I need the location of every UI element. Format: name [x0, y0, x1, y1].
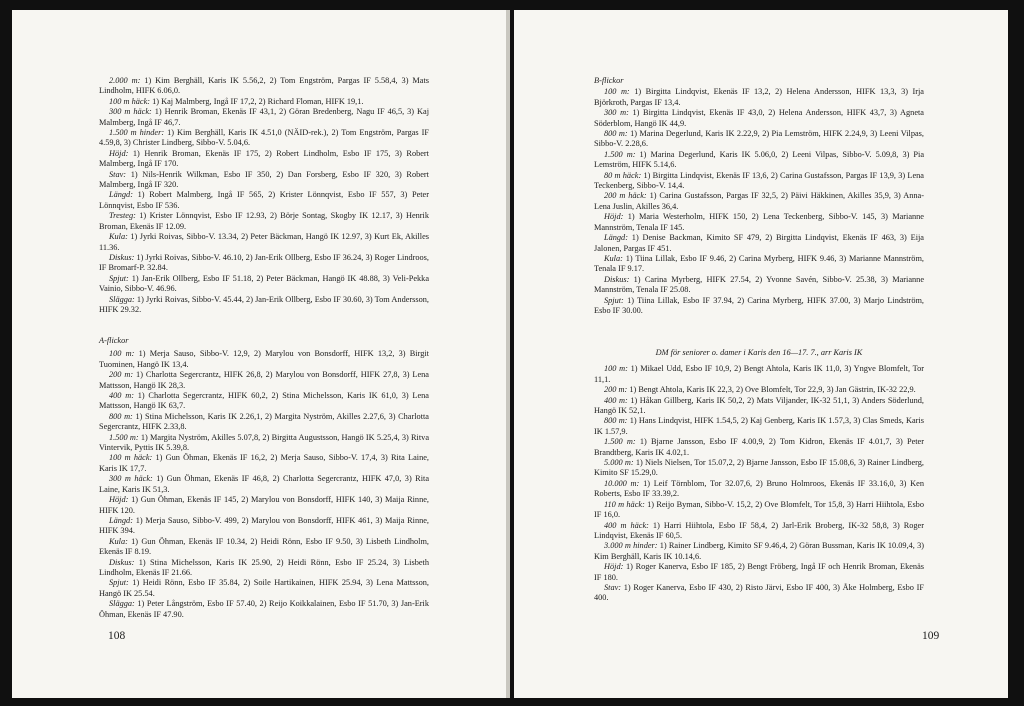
result-entry — [99, 128, 429, 149]
result-text: 1) Henrik Broman, Ekenäs IF 175, 2) Robert Lindholm, Esbo IF 175, 3) Robert Malmberg, Ingå IF 170. — [99, 148, 429, 169]
result-text: 1) Jyrki Roivas, Sibbo-V. 46.10, 2) Jan-Erik Ollberg, Esbo IF 36.24, 3) Roger Lindroos, IF Bromarf-P. 32.84. — [99, 252, 429, 273]
result-entry — [594, 500, 924, 521]
event-label: 800 m: — [604, 129, 628, 139]
result-entry — [99, 599, 429, 620]
result-entry — [99, 516, 429, 537]
event-label: Spjut: — [109, 578, 129, 588]
girls-b-heading: B-flickor — [594, 76, 624, 85]
event-label: Diskus: — [109, 557, 135, 567]
result-entry — [594, 191, 924, 212]
event-label: 100 m häck: — [109, 96, 151, 106]
page-number-right: 109 — [922, 630, 940, 642]
result-text: 1) Jyrki Roivas, Sibbo-V. 45.44, 2) Jan-Erik Ollberg, Esbo IF 30.60, 3) Tom Andersson, HIFK 29.32. — [99, 294, 429, 314]
result-entry — [99, 107, 429, 128]
result-entry — [594, 108, 924, 129]
result-text: 1) Niels Nielsen, Tor 15.07,2, 2) Bjarne Jansson, Esbo IF 15.08,6, 3) Rainer Lindberg, Kimito SF 15.29,0. — [594, 458, 925, 478]
event-label: Höjd: — [109, 148, 129, 158]
result-entry — [99, 190, 429, 211]
result-entry — [99, 97, 429, 107]
result-text: 1) Tiina Lillak, Esbo IF 37.94, 2) Carina Myrberg, HIFK 37.00, 3) Marjo Lindström, Esbo IF 30.00. — [594, 295, 924, 315]
event-label: 300 m häck: — [109, 474, 153, 484]
result-entry — [594, 416, 924, 437]
event-label: Slägga: — [109, 294, 135, 304]
event-label: Tresteg: — [109, 211, 136, 221]
result-text: 1) Merja Sauso, Sibbo-V. 12,9, 2) Marylou von Bonsdorff, HIFK 13,2, 3) Birgit Tuominen, Hangö IK 13,4. — [99, 349, 429, 369]
event-label: 100 m: — [604, 87, 630, 97]
result-entry — [99, 453, 429, 474]
result-entry — [594, 364, 924, 385]
event-label: Höjd: — [109, 495, 129, 505]
event-label: 800 m: — [604, 416, 628, 426]
result-text: 1) Robert Malmberg, Ingå IF 565, 2) Krister Lönnqvist, Esbo IF 557, 3) Peter Lönnqvist, Esbo IF 536. — [99, 190, 429, 210]
gutter — [506, 10, 510, 698]
left-page — [12, 10, 506, 698]
event-label: Längd: — [109, 515, 133, 525]
result-text: 1) Harri Hiihtola, Esbo IF 58,4, 2) Jarl-Erik Broberg, IK-32 58,8, 3) Roger Lindqvist, Ekenäs IF 60,5. — [594, 520, 925, 540]
event-label: 200 m häck: — [604, 191, 647, 201]
seniors-results — [594, 364, 924, 603]
result-entry — [99, 412, 429, 433]
result-entry — [99, 211, 429, 232]
result-text: 1) Stina Michelsson, Karis IK 2.26,1, 2) Margita Nyström, Akilles 2.27,6, 3) Charlotta Segercrantz, HIFK 2.33,8. — [99, 411, 429, 432]
event-label: Diskus: — [604, 274, 630, 284]
result-entry — [594, 541, 924, 562]
right-page — [514, 10, 1008, 698]
event-label: 3.000 m hinder: — [604, 541, 658, 551]
result-text: 1) Margita Nyström, Akilles 5.07,8, 2) Birgitta Augustsson, Hangö IK 5.25,4, 3) Ritva Vintervik, Pyttis IK 5.39,8. — [99, 432, 430, 453]
result-text: 1) Denise Backman, Kimito SF 479, 2) Birgitta Lindqvist, Ekenäs IF 463, 3) Eija Jalonen, Pargas IF 451. — [594, 233, 924, 253]
result-entry — [99, 537, 429, 558]
result-text: 1) Marina Degerlund, Karis IK 2.22,9, 2) Pia Lemström, HIFK 2.24,9, 3) Leeni Vilpas, Sibbo-V. 2.28,6. — [594, 129, 924, 149]
result-text: 1) Bengt Ahtola, Karis IK 22,3, 2) Ove Blomfelt, Tor 22,9, 3) Jan Gästrin, IK-32 22,9. — [627, 385, 916, 395]
event-label: 10.000 m: — [604, 478, 640, 488]
result-entry — [99, 253, 429, 274]
result-entry — [594, 87, 924, 108]
result-text: 1) Gun Öhman, Ekenäs IF 10.34, 2) Heidi Rönn, Esbo IF 9.50, 3) Lisbeth Lindholm, Ekenäs IF 8.19. — [99, 536, 429, 557]
result-entry — [99, 170, 429, 191]
event-label: Kula: — [109, 232, 128, 242]
result-entry — [99, 558, 429, 579]
result-text: 1) Jyrki Roivas, Sibbo-V. 13.34, 2) Peter Bäckman, Hangö IK 12.97, 3) Kurt Ek, Akilles 11.36. — [99, 232, 429, 252]
event-label: Spjut: — [109, 273, 129, 283]
result-text: 1) Kim Berghäll, Karis IK 5.56,2, 2) Tom Engström, Pargas IF 5.58,4, 3) Mats Lindholm, HIFK 6.06,0. — [99, 76, 429, 96]
event-label: Kula: — [109, 536, 128, 546]
result-entry — [594, 254, 924, 275]
result-text: 1) Kim Berghäll, Karis IK 4.51,0 (NÄID-rek.), 2) Tom Engström, Pargas IF 4.59,8, 3) Christer Lindberg, Sibbo-V. 5.04,6. — [99, 128, 430, 148]
result-entry — [594, 275, 924, 296]
event-label: 110 m häck: — [604, 499, 645, 509]
result-entry — [99, 433, 429, 454]
result-entry — [99, 370, 429, 391]
result-entry — [594, 171, 924, 192]
result-entry — [99, 232, 429, 253]
result-text: 1) Stina Michelsson, Karis IK 25.90, 2) Heidi Rönn, Esbo IF 25.24, 3) Lisbeth Lindholm, Ekenäs IF 21.66. — [99, 557, 429, 577]
result-text: 1) Maria Westerholm, HIFK 150, 2) Lena Teckenberg, Sibbo-V. 145, 3) Marianne Mannström, Tenala IF 145. — [594, 212, 924, 232]
men-results — [99, 76, 429, 315]
girls-a-section — [99, 336, 429, 620]
result-text: 1) Henrik Broman, Ekenäs IF 43,1, 2) Göran Bredenberg, Nagu IF 46,5, 3) Kaj Malmberg, Ingå IF 46,7. — [99, 107, 429, 127]
result-entry — [99, 149, 429, 170]
event-label: 400 m häck: — [604, 520, 649, 530]
result-text: 1) Charlotta Segercrantz, HIFK 26,8, 2) Marylou von Bonsdorff, HIFK 27,8, 3) Lena Mattsson, Hangö IK 28,3. — [99, 370, 429, 390]
result-entry — [594, 562, 924, 583]
result-entry — [99, 274, 429, 295]
result-text: 1) Birgitta Lindqvist, Ekenäs IF 13,2, 2) Helena Andersson, HIFK 13,3, 3) Irja Björkroth, Pargas IF 13,4. — [594, 87, 924, 107]
result-text: 1) Marina Degerlund, Karis IK 5.06,0, 2) Leeni Vilpas, Sibbo-V. 5.09,8, 3) Pia Lemström, HIFK 5.14,6. — [594, 149, 925, 170]
result-entry — [594, 437, 924, 458]
result-entry — [594, 212, 924, 233]
event-label: Höjd: — [604, 562, 624, 572]
result-entry — [594, 233, 924, 254]
event-label: Spjut: — [604, 295, 624, 305]
event-label: 800 m: — [109, 411, 133, 421]
result-text: 1) Reijo Byman, Sibbo-V. 15,2, 2) Ove Blomfelt, Tor 15,8, 3) Harri Hiihtola, Esbo IF 16,0. — [594, 499, 924, 520]
result-text: 1) Heidi Rönn, Esbo IF 35.84, 2) Soile Hartikainen, HIFK 25.94, 3) Lena Mattsson, Hangö IK 25.54. — [99, 578, 429, 598]
event-label: Kula: — [604, 253, 623, 263]
result-text: 1) Merja Sauso, Sibbo-V. 499, 2) Marylou von Bonsdorff, HIFK 461, 3) Maija Rinne, HIFK 394. — [99, 515, 429, 536]
result-entry — [594, 521, 924, 542]
result-entry — [99, 495, 429, 516]
result-entry — [594, 296, 924, 317]
result-text: 1) Gun Öhman, Ekenäs IF 46,8, 2) Charlotta Segercrantz, HIFK 47,0, 3) Rita Laine, Karis IK 51,3. — [99, 474, 429, 494]
event-label: 1.500 m: — [109, 432, 139, 442]
girls-a-results — [99, 349, 429, 620]
result-entry — [99, 295, 429, 316]
event-label: Längd: — [604, 233, 628, 243]
event-label: Stav: — [109, 169, 127, 179]
event-label: 1.500 m: — [604, 437, 636, 447]
result-text: 1) Rainer Lindberg, Kimito SF 9.46,4, 2) Göran Bussman, Karis IK 10.09,4, 3) Kim Berghäll, Karis IK 10.14,6. — [594, 541, 925, 561]
event-label: 200 m: — [109, 370, 134, 380]
result-entry — [594, 385, 924, 395]
event-label: 200 m: — [604, 385, 628, 395]
event-label: Längd: — [109, 190, 133, 200]
event-label: 2.000 m: — [109, 76, 141, 85]
result-text: 1) Gun Öhman, Ekenäs IF 16,2, 2) Merja Sauso, Sibbo-V. 17,4, 3) Rita Laine, Karis IK 17,7. — [99, 453, 429, 473]
girls-b-results — [594, 87, 924, 316]
result-entry — [594, 396, 924, 417]
result-text: 1) Carina Gustafsson, Pargas IF 32,5, 2) Päivi Häkkinen, Akilles 35,9, 3) Anna-Lena Juslin, Akilles 36,4. — [594, 191, 925, 211]
result-text: 1) Birgitta Lindqvist, Ekenäs IF 13,6, 2) Carina Gustafsson, Pargas IF 13,9, 3) Lena Teckenberg, Sibbo-V. 14,4. — [594, 170, 924, 191]
event-label: Diskus: — [109, 252, 135, 262]
result-entry — [594, 479, 924, 500]
result-text: 1) Leif Törnblom, Tor 32.07,6, 2) Bruno Holmroos, Ekenäs IF 33.16,0, 3) Ken Roberts, Esbo IF 33.39,2. — [594, 478, 925, 499]
event-label: 5.000 m: — [604, 458, 634, 468]
event-label: 400 m: — [109, 391, 134, 401]
result-text: 1) Bjarne Jansson, Esbo IF 4.00,9, 2) Tom Kidron, Ekenäs IF 4.01,7, 3) Peter Brandtberg, Karis IK 4.02,1. — [594, 437, 924, 457]
girls-b-section — [594, 76, 924, 316]
page-number-left: 108 — [108, 630, 126, 642]
result-text: 1) Roger Kanerva, Esbo IF 430, 2) Risto Järvi, Esbo IF 400, 3) Åke Holmberg, Esbo IF 400. — [594, 582, 924, 603]
result-text: 1) Tiina Lillak, Esbo IF 9.46, 2) Carina Myrberg, HIFK 9.46, 3) Marianne Mannström, Tenala IF 9.17. — [594, 253, 924, 274]
result-entry — [594, 150, 924, 171]
result-text: 1) Peter Långström, Esbo IF 57.40, 2) Reijo Koikkalainen, Esbo IF 51.70, 3) Jan-Erik Öhman, Ekenäs IF 47.90. — [99, 599, 429, 619]
result-text: 1) Jan-Erik Ollberg, Esbo IF 51.18, 2) Peter Bäckman, Hangö IK 48.88, 3) Veli-Pekka Vainio, Sibbo-V. 46.96. — [99, 273, 429, 294]
girls-a-heading: A-flickor — [99, 336, 129, 345]
event-label: 1.500 m hinder: — [109, 128, 165, 138]
event-label: 1.500 m: — [604, 149, 636, 159]
result-entry — [594, 583, 924, 604]
seniors-section — [594, 348, 924, 604]
result-text: 1) Mikael Udd, Esbo IF 10,9, 2) Bengt Ahtola, Karis IK 11,0, 3) Yngve Blomfelt, Tor 11,1. — [594, 364, 924, 384]
result-entry — [99, 391, 429, 412]
event-label: 80 m häck: — [604, 170, 642, 180]
event-label: 100 m: — [604, 364, 628, 374]
result-text: 1) Gun Öhman, Ekenäs IF 145, 2) Marylou von Bonsdorff, HIFK 140, 3) Maija Rinne, HIFK 120. — [99, 495, 429, 515]
result-entry — [594, 129, 924, 150]
event-label: Stav: — [604, 582, 622, 592]
result-entry — [99, 76, 429, 97]
event-label: 300 m häck: — [109, 107, 152, 117]
event-label: Höjd: — [604, 212, 624, 222]
event-label: 400 m: — [604, 395, 628, 405]
result-text: 1) Hans Lindqvist, HIFK 1.54,5, 2) Kaj Genberg, Karis IK 1.57,3, 3) Clas Smeds, Karis IK 1.57,9. — [594, 416, 924, 436]
result-text: 1) Roger Kanerva, Esbo IF 185, 2) Bengt Fröberg, Ingå IF och Henrik Broman, Ekenäs IF 180. — [594, 562, 924, 582]
result-text: 1) Håkan Gillberg, Karis IK 50,2, 2) Mats Viljander, IK-32 51,1, 3) Anders Söderlund, Hangö IK 52,1. — [594, 395, 924, 416]
result-text: 1) Carina Myrberg, HIFK 27.54, 2) Yvonne Savén, Sibbo-V. 25.38, 3) Marianne Mannström, Tenala IF 25.08. — [594, 274, 924, 295]
result-entry — [99, 349, 429, 370]
result-entry — [99, 578, 429, 599]
event-label: Slägga: — [109, 599, 135, 609]
event-label: 100 m häck: — [109, 453, 153, 463]
result-entry — [99, 474, 429, 495]
result-text: 1) Charlotta Segercrantz, HIFK 60,2, 2) Stina Michelsson, Karis IK 61,0, 3) Lena Mattsson, Hangö IK 63,7. — [99, 391, 429, 411]
result-text: 1) Kaj Malmberg, Ingå IF 17,2, 2) Richard Floman, HIFK 19,1. — [150, 96, 364, 106]
book-spread — [12, 10, 1012, 698]
seniors-heading: DM för seniorer o. damer i Karis den 16—17. 7., arr Karis IK — [655, 348, 863, 357]
event-label: 300 m: — [604, 108, 629, 118]
result-entry — [594, 458, 924, 479]
result-text: 1) Birgitta Lindqvist, Ekenäs IF 43,0, 2) Helena Andersson, HIFK 43,7, 3) Agneta Söderblom, Hangö IK 44,9. — [594, 108, 924, 128]
result-text: 1) Nils-Henrik Wilkman, Esbo IF 350, 2) Dan Forsberg, Esbo IF 320, 3) Robert Malmberg, Ingå IF 320. — [99, 169, 429, 190]
result-text: 1) Krister Lönnqvist, Esbo IF 12.93, 2) Börje Sontag, Skogby IK 12.17, 3) Henrik Broman, Ekenäs IF 12.09. — [99, 211, 429, 231]
event-label: 100 m: — [109, 349, 135, 359]
